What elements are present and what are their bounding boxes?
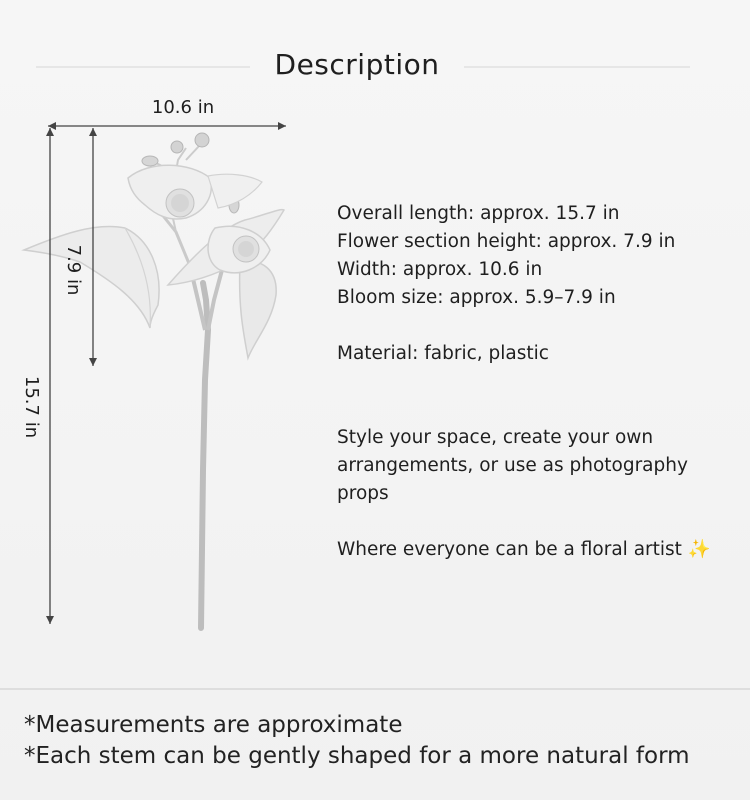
sparkle-icon: ✨ bbox=[687, 539, 711, 560]
flower-height-label: 7.9 in bbox=[63, 244, 84, 296]
width-text: Width: approx. 10.6 in bbox=[337, 259, 543, 280]
product-details bbox=[337, 200, 737, 564]
material-text: Material: fabric, plastic bbox=[337, 343, 549, 364]
style-text-line3: props bbox=[337, 483, 389, 504]
style-text-line2: arrangements, or use as photography bbox=[337, 455, 688, 476]
bloom-size-text: Bloom size: approx. 5.9–7.9 in bbox=[337, 287, 616, 308]
note-shaping: *Each stem can be gently shaped for a more natural form bbox=[24, 743, 690, 769]
flower-illustration bbox=[24, 133, 284, 628]
overall-length-dimension bbox=[21, 128, 54, 624]
page-title: Description bbox=[274, 48, 440, 81]
notes-divider bbox=[0, 688, 750, 690]
overall-length-label: 15.7 in bbox=[21, 375, 42, 439]
flower-section-height-text: Flower section height: approx. 7.9 in bbox=[337, 231, 676, 252]
width-label: 10.6 in bbox=[151, 97, 215, 118]
width-dimension bbox=[48, 97, 286, 130]
tagline-text: Where everyone can be a floral artist bbox=[337, 539, 682, 560]
tagline bbox=[337, 536, 737, 564]
style-text-line1: Style your space, create your own bbox=[337, 427, 654, 448]
note-approximate: *Measurements are approximate bbox=[24, 712, 403, 738]
notes-section bbox=[24, 710, 744, 772]
overall-length-text: Overall length: approx. 15.7 in bbox=[337, 203, 620, 224]
